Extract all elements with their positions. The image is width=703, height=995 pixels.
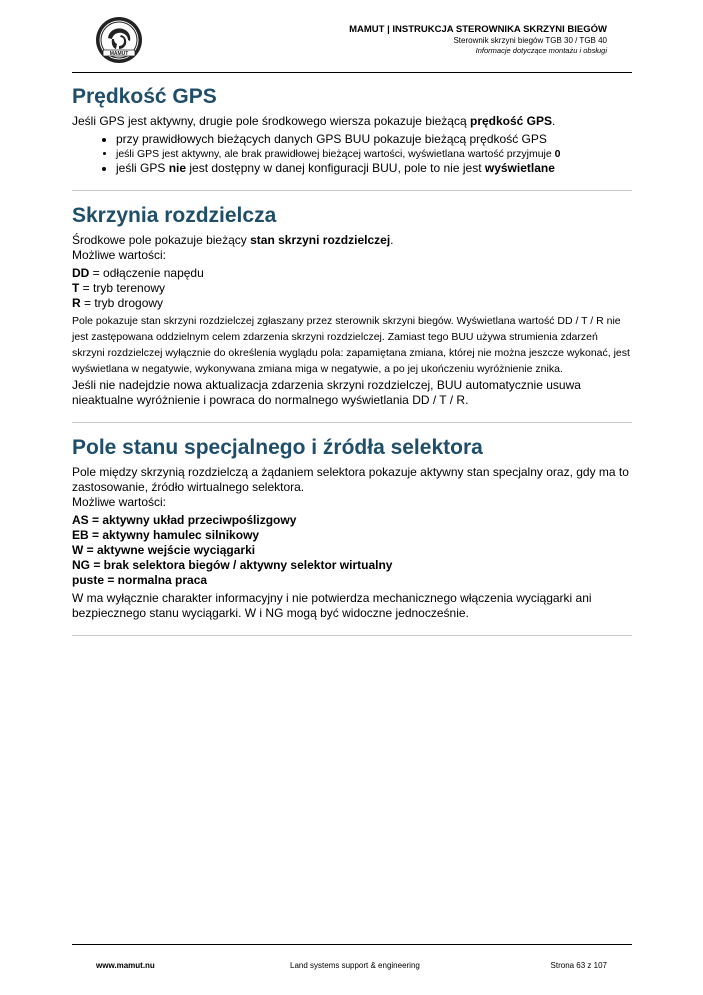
header-title: MAMUT | INSTRUKCJA STEROWNIKA SKRZYNI BIEGÓW xyxy=(349,24,607,35)
value-ng: NG = brak selektora biegów / aktywny selektor wirtualny xyxy=(72,557,393,572)
list-item: • jeśli GPS jest aktywny, ale brak prawidłowej bieżącej wartości, wyświetlana wartość przyjmuje 0 xyxy=(116,147,632,162)
gps-list xyxy=(72,132,632,176)
value-eb: EB = aktywny hamulec silnikowy xyxy=(72,527,260,542)
footer-website: www.mamut.nu xyxy=(96,961,155,970)
section-divider xyxy=(72,635,632,636)
page-header xyxy=(349,24,607,56)
value-as: AS = aktywny układ przeciwpoślizgowy xyxy=(72,512,297,527)
special-note: W ma wyłącznie charakter informacyjny i nie potwierdza mechanicznego włączenia wyciągarki ani bezpiecznego stanu wyciągarki. W i NG mogą być widoczne jednocześnie. xyxy=(72,590,592,620)
svg-text:MAMUT: MAMUT xyxy=(109,51,129,57)
value-r: R = tryb drogowy xyxy=(72,295,164,310)
footer-tagline: Land systems support & engineering xyxy=(290,961,420,970)
section-divider xyxy=(72,190,632,191)
header-divider xyxy=(72,72,632,73)
mamut-logo xyxy=(95,16,143,64)
footer-page-number: Strona 63 z 107 xyxy=(550,961,607,970)
value-dd: DD = odłączenie napędu xyxy=(72,265,204,280)
transfer-possible: Możliwe wartości: xyxy=(72,247,167,262)
list-item: • przy prawidłowych bieżących danych GPS BUU pokazuje bieżącą prędkość GPS xyxy=(116,132,632,147)
value-empty: puste = normalna praca xyxy=(72,572,208,587)
list-item: • jeśli GPS nie jest dostępny w danej konfiguracji BUU, pole to nie jest wyświetlane xyxy=(116,161,632,176)
header-subtitle: Sterownik skrzyni biegów TGB 30 / TGB 40 xyxy=(453,36,607,45)
transfer-intro: Środkowe pole pokazuje bieżący stan skrzyni rozdzielczej. xyxy=(72,232,394,247)
transfer-timeout: Jeśli nie nadejdzie nowa aktualizacja zdarzenia skrzyni rozdzielczej, BUU automatycznie usuwa nieaktualne wyróżnienie i powraca do normalnego wyświetlania DD / T / R. xyxy=(72,377,581,407)
footer-divider xyxy=(72,944,632,945)
special-intro: Pole między skrzynią rozdzielczą a żądaniem selektora pokazuje aktywny stan specjalny oraz, gdy ma to zastosowanie, źródło wirtualnego selektora. xyxy=(72,464,629,494)
gps-intro: Jeśli GPS jest aktywny, drugie pole środkowego wiersza pokazuje bieżącą prędkość GPS. xyxy=(72,114,556,128)
header-note: Informacje dotyczące montażu i obsługi xyxy=(475,46,607,55)
page-content xyxy=(72,84,632,648)
value-w: W = aktywne wejście wyciągarki xyxy=(72,542,256,557)
special-heading: Pole stanu specjalnego i źródła selektora xyxy=(72,435,483,459)
transfer-heading: Skrzynia rozdzielcza xyxy=(72,203,277,227)
gps-heading: Prędkość GPS xyxy=(72,85,217,108)
section-divider xyxy=(72,422,632,423)
special-possible: Możliwe wartości: xyxy=(72,494,167,509)
value-t: T = tryb terenowy xyxy=(72,280,166,295)
transfer-note: Pole pokazuje stan skrzyni rozdzielczej zgłaszany przez sterownik skrzyni biegów. Wyświetlana wartość DD / T / R nie jest zastępowana oddzielnym celem zdarzenia skrzyni rozdzielczej. Zamiast tego BUU używa strumienia zdarzeń skrzyni rozdzielczej wyłącznie do określenia wyglądu pola: zapamiętana zmiana, której nie można jeszcze wykonać, jest wyświetlana w negatywie, wykonywana zmiana miga w negatywie, a po jej ukończeniu wyróżnienie znika. xyxy=(72,314,630,375)
